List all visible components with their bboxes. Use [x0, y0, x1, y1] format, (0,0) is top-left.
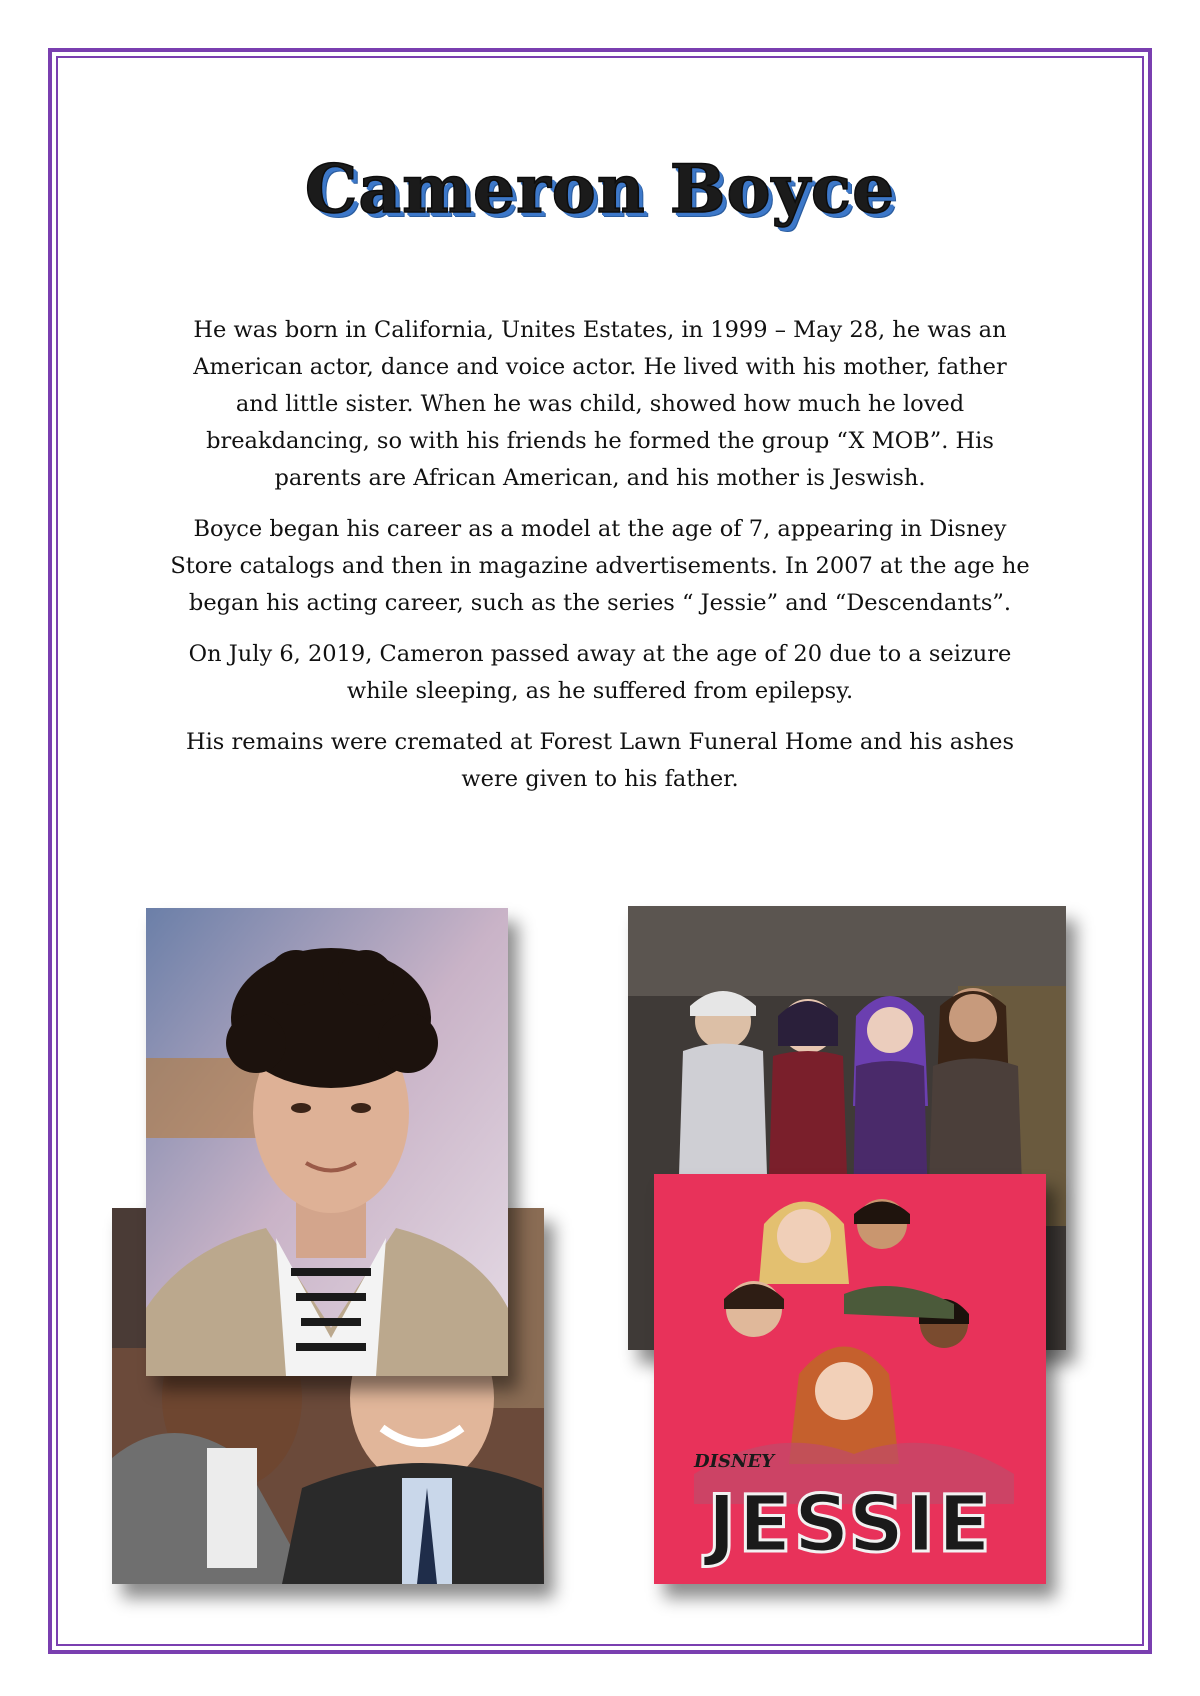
jessie-logo-text: JESSIE: [707, 1480, 993, 1570]
paragraph-biography: He was born in California, Unites Estates, in 1999 – May 28, he was an American actor, dance and voice actor. He lived with his mother, father and little sister. When he was child, showed how much he loved breakdancing, so with his friends he formed the group “X MOB”. His parents are African American, and his mother is Jeswish.: [193, 317, 1007, 491]
photo-portrait: [146, 908, 508, 1376]
paragraph-career: Boyce began his career as a model at the age of 7, appearing in Disney Store catalogs and then in magazine advertisements. In 2007 at the age he began his acting career, such as the series “ Jessie” and “Descendants”.: [170, 516, 1030, 616]
photo-jessie-poster: [654, 1174, 1046, 1584]
paragraph-death: On July 6, 2019, Cameron passed away at the age of 20 due to a seizure while sleeping, as he suffered from epilepsy.: [188, 641, 1012, 704]
paragraph-remains: His remains were cremated at Forest Lawn Funeral Home and his ashes were given to his father.: [185, 729, 1015, 792]
disney-logo-text: DISNEY: [694, 1451, 775, 1472]
article-body: [170, 312, 1030, 812]
page-title: Cameron Boyce: [304, 150, 896, 228]
